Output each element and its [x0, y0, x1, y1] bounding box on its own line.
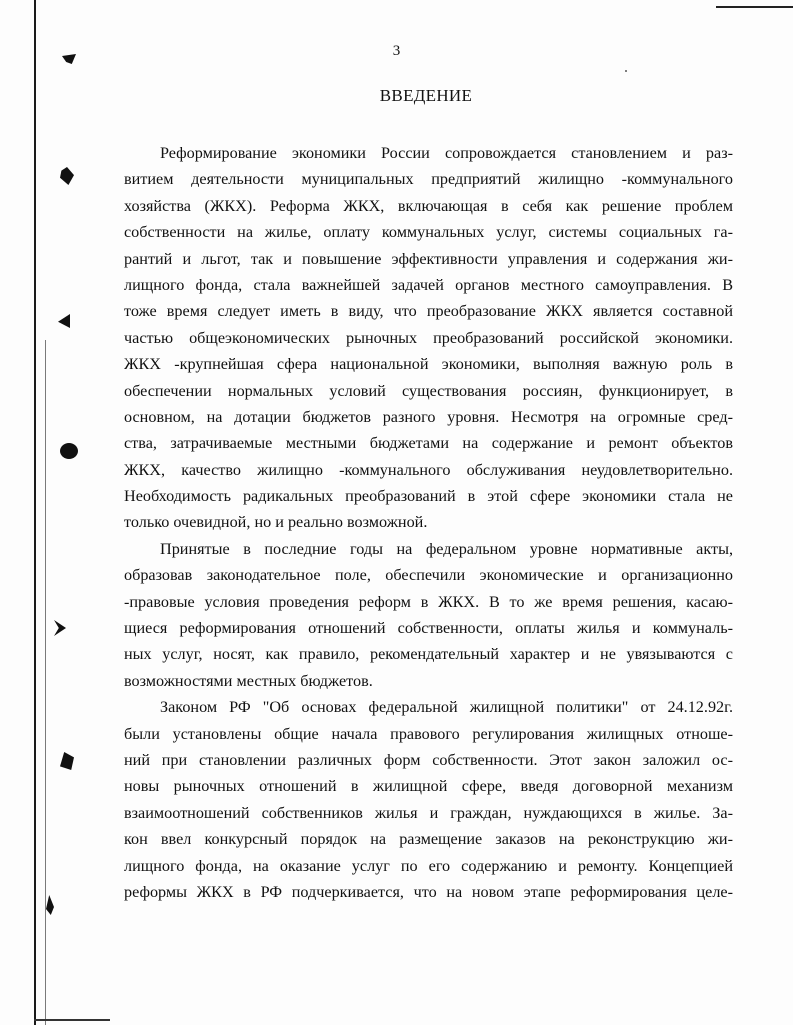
scan-edge-line-inner: [45, 340, 46, 1025]
text-line: кон ввел конкурсный порядок на размещение заказов на реконструкцию жи-: [124, 830, 733, 849]
text-line: хозяйства (ЖКХ). Реформа ЖКХ, включающая в себя как решение проблем: [124, 196, 733, 215]
paragraph-3: [124, 694, 733, 905]
text-line: реформы ЖКХ в РФ подчеркивается, что на новом этапе реформирования целе-: [124, 882, 733, 901]
punch-hole-mark: [60, 752, 74, 770]
text-line: ний при становлении различных форм собственности. Этот закон заложил ос-: [124, 750, 733, 769]
text-line: рантий и льгот, так и повышение эффективности управления и содержания жи-: [124, 249, 733, 268]
text-line: тоже время следует иметь в виду, что преобразование ЖКХ является составной: [124, 302, 733, 321]
text-line: ЖКХ, качество жилищно -коммунального обслуживания неудовлетворительно.: [124, 460, 733, 479]
text-line: только очевидной, но и реально возможной.: [124, 513, 428, 532]
text-line: ЖКХ -крупнейшая сфера национальной экономики, выполняя важную роль в: [124, 355, 733, 374]
text-line: обеспечении нормальных условий существования россиян, функционирует, в: [124, 381, 733, 400]
text-line: Необходимость радикальных преобразований в этой сфере экономики стала не: [124, 487, 733, 506]
scan-bottom-rule: [34, 1019, 110, 1021]
text-line: витием деятельности муниципальных предприятий жилищно -коммунального: [124, 170, 733, 189]
text-line: Реформирование экономики России сопровождается становлением и раз-: [160, 144, 733, 162]
punch-hole-mark: [46, 895, 54, 915]
text-line: основном, на дотации бюджетов разного уровня. Несмотря на огромные сред-: [124, 407, 733, 426]
text-line: ства, затрачиваемые местными бюджетами на содержание и ремонт объектов: [124, 434, 733, 453]
text-line: были установлены общие начала правового регулирования жилищных отноше-: [124, 724, 733, 743]
text-line: -правовые условия проведения реформ в ЖКХ. В то же время решения, касаю-: [124, 592, 733, 611]
text-line: ных услуг, носят, как правило, рекомендательный характер и не увязываются с: [124, 645, 733, 664]
text-line: частью общеэкономических рыночных преобразований российской экономики.: [124, 328, 733, 347]
text-line: Законом РФ "Об основах федеральной жилищной политики" от 24.12.92г.: [160, 698, 733, 717]
text-line: собственности на жилье, оплату коммунальных услуг, системы социальных га-: [124, 223, 733, 242]
page-title: ВВЕДЕНИЕ: [379, 86, 473, 105]
text-line: образовав законодательное поле, обеспечили экономические и организационно: [124, 566, 733, 585]
punch-hole-mark: [54, 620, 66, 636]
text-line: лищного фонда, на оказание услуг по его содержанию и ремонту. Концепцией: [124, 856, 733, 875]
text-line: новы рыночных отношений в жилищной сфере, введя договорной механизм: [124, 777, 733, 796]
paragraph-1: [124, 140, 733, 536]
text-line: лищного фонда, стала важнейшей задачей органов местного самоуправления. В: [124, 275, 733, 294]
scan-top-rule: [716, 6, 793, 8]
scan-speck: [625, 70, 627, 72]
scan-edge-line: [34, 0, 36, 1025]
punch-hole-mark: [58, 314, 70, 328]
text-line: возможностями местных бюджетов.: [124, 671, 373, 690]
punch-hole-mark: [60, 443, 78, 459]
text-line: щиеся реформирования отношений собственности, оплаты жилья и коммуналь-: [124, 619, 733, 638]
punch-hole-mark: [60, 167, 74, 185]
body-text: [124, 140, 733, 905]
page-number: 3: [392, 43, 401, 59]
paragraph-2: [124, 536, 733, 694]
text-line: Принятые в последние годы на федеральном уровне нормативные акты,: [160, 539, 733, 558]
text-line: взаимоотношений собственников жилья и граждан, нуждающихся в жилье. За-: [124, 803, 733, 822]
